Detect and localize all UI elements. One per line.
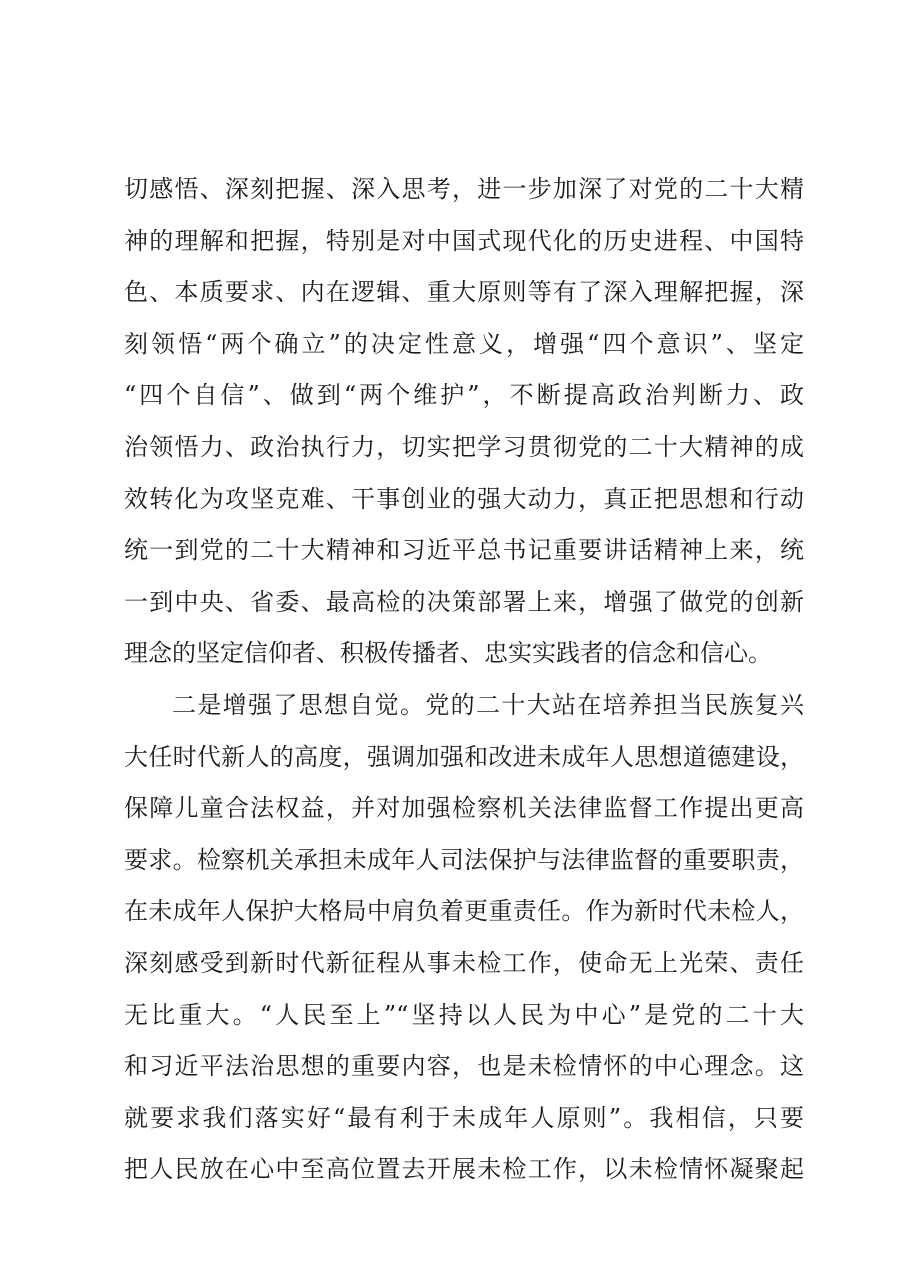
text-line: 把人民放在心中至高位置去开展未检工作，以未检情怀凝聚起 — [124, 1155, 804, 1184]
paragraph-continued — [124, 164, 804, 680]
text-line: 切感悟、深刻把握、深入思考，进一步加深了对党的二十大精 — [124, 175, 804, 203]
text-line: 深刻感受到新时代新征程从事未检工作，使命无上光荣、责任 — [124, 948, 804, 977]
text-line: 在未成年人保护大格局中肩负着更重责任。作为新时代未检人， — [124, 897, 804, 926]
text-line: 无比重大。“人民至上”“坚持以人民为中心”是党的二十大 — [124, 1000, 804, 1029]
text-line: 理念的坚定信仰者、积极传播者、忠实实践者的信念和信心。 — [124, 639, 772, 668]
text-line: 治领悟力、政治执行力，切实把学习贯彻党的二十大精神的成 — [124, 432, 804, 461]
text-line: 统一到党的二十大精神和习近平总书记重要讲话精神上来，统 — [124, 536, 804, 565]
text-line: 就要求我们落实好“最有利于未成年人原则”。我相信，只要 — [124, 1103, 804, 1132]
text-line: “四个自信”、做到“两个维护”，不断提高政治判断力、政 — [124, 381, 804, 410]
text-line: 大任时代新人的高度，强调加强和改进未成年人思想道德建设， — [124, 742, 804, 771]
text-line: 神的理解和把握，特别是对中国式现代化的历史进程、中国特 — [124, 226, 804, 255]
paragraph-two — [124, 680, 804, 1196]
text-line: 二是增强了思想自觉。党的二十大站在培养担当民族复兴 — [172, 690, 804, 719]
body-text — [124, 164, 804, 1196]
text-line: 保障儿童合法权益，并对加强检察机关法律监督工作提出更高 — [124, 794, 804, 823]
text-line: 要求。检察机关承担未成年人司法保护与法律监督的重要职责， — [124, 845, 804, 874]
text-line: 一到中央、省委、最高检的决策部署上来，增强了做党的创新 — [124, 587, 804, 616]
text-line: 和习近平法治思想的重要内容，也是未检情怀的中心理念。这 — [124, 1052, 804, 1081]
text-line: 效转化为攻坚克难、干事创业的强大动力，真正把思想和行动 — [124, 484, 804, 513]
text-line: 色、本质要求、内在逻辑、重大原则等有了深入理解把握，深 — [124, 278, 804, 307]
text-line: 刻领悟“两个确立”的决定性意义，增强“四个意识”、坚定 — [124, 329, 804, 358]
